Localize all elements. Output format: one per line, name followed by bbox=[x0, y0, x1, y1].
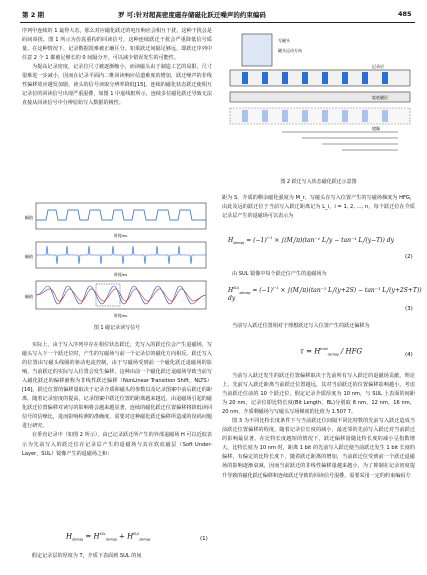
left-column-top bbox=[22, 27, 212, 108]
right-paragraph-4: 当前写入跃迁发生的跃迁位置偏移取决于先前所有写入跃迁的退磁场贡献。理论上，先前写入跃迁距离当前跃迁位置越远，其对当前跃迁的位置偏移影响越小。考虑当前跃迁位前的 10 个跃迁位，假定记录介质厚度为 10 nm，与 SUL 上表面的间距为 20 nm，记录位即比特长度(Bit Length，BL)分别取 8 nm，12 nm，16 nm，20 nm，介质剩磁场与写磁头写场梯度的比值为 1.507 7。 bbox=[222, 373, 415, 416]
equation-4: $\tau = H^{total}_{demag}$ / HFG bbox=[300, 347, 363, 357]
right-paragraph-2: 由 SUL 镜像中每个跃迁位产生的退磁场为 bbox=[232, 271, 327, 277]
header-rule bbox=[20, 22, 415, 23]
equation-4-number: (4) bbox=[405, 352, 413, 358]
left-paragraph-5: 假定记录层的厚度为 T，介质下表面到 SUL 的间 bbox=[32, 553, 142, 559]
right-column-mid-1 bbox=[222, 270, 415, 279]
right-paragraph-3: 当前写入跃迁位置相对于理想跃迁写入位置产生的跃迁偏移为 bbox=[232, 323, 370, 329]
label-head-motion: 磁头运动方向 bbox=[278, 48, 302, 53]
page-number-right: 485 bbox=[398, 10, 412, 18]
panel-2-ylabel: 幅值 bbox=[25, 254, 33, 259]
figure-2-diagram bbox=[222, 28, 415, 174]
panel-3-xlabel: 时间/ns bbox=[114, 313, 128, 318]
running-title: 罗 可:针对超高密度磁存储磁化跃迁噪声的约束编码 bbox=[118, 11, 266, 19]
equation-3: $H^{SUL}_{demag} = (-1)^{i-1} \times \int(M_r/\pi)(\tan^{-1}$ $L_i/(y+2S) - \tan^{-1}$ $L_i/(y+2S+T)$) dy bbox=[228, 286, 422, 303]
panel-1 bbox=[25, 203, 206, 238]
label-write-head: 写磁头 bbox=[278, 38, 290, 43]
equation-1-number: (1) bbox=[200, 536, 208, 542]
right-column-top bbox=[222, 194, 415, 221]
panel-2 bbox=[25, 242, 206, 277]
figure-1-caption: 图 1 磁记录读写信号 bbox=[93, 325, 141, 331]
label-image: 镜像 bbox=[372, 126, 380, 131]
right-column-bottom bbox=[222, 372, 415, 481]
left-paragraph-2: 为提高记录密度，记录位尺寸被逐渐缩小，而读磁头由于制造工艺的局限，尺寸很难进一步减小，因而在记录平面内二维回读响应信道难度的增加，跃迁噪声的非线性偏移效应越发加剧。读头的信号读取分辨率降低[15]。连续的磁化状态跃迁使相互记录位的回读信号出现严重混叠，如图 1 中虚线框所示，连续多位磁化跃迁导致无法直接从回读信号中分辨原始写入数据的极性。 bbox=[22, 64, 212, 107]
equation-3-number: (3) bbox=[405, 306, 413, 312]
right-paragraph-1: 距为 S，介质的剩余磁化强度为 M_r，写磁头在写入位置产生的写磁场梯度为 HFG，由此及远的跃迁位于当前写入跃迁距离记为 L_i，i = 1, 2, …, n，每个跃迁位在介质记录层产生的退磁场可以表示为 bbox=[222, 195, 415, 220]
figure-2-caption: 图 2 跃迁写入状态磁化跃迁示意图 bbox=[280, 179, 357, 185]
panel-3 bbox=[25, 281, 206, 318]
equation-2: $H_{demag} = (-1)^{i-1} \times \int(M_r/\pi)(\tan^{-1}$ $L_i/y - \tan^{-1}$ $L_i/(y-T)$) dy bbox=[228, 236, 394, 246]
panel-1-ylabel: 幅值 bbox=[25, 215, 33, 220]
left-paragraph-1: 序列中连续的 1 最得大态，那么对应磁化跃迁的电压响应会相互干扰，这种干扰会是码间串扰。图 1 所示为仿真重构的回读信号，这种连续跃迁干扰会严重降低信号质量。在这种情况下，记录数据很难被正确区分。如果跃迁间隔足够远，即跃迁序列中任意 2 个 1 都被足够长的 0 间隔分开，可以减少错误发生的可能性。 bbox=[22, 28, 212, 62]
left-paragraph-4: 在垂直记录中（如图 2 所示），由已记录跃迁所产生的外部退磁场 H 可以近似表示为先前写入的跃迁位在记录层产生的退磁场与其在软底磁层（Soft Under-Layer，SUL）镜像产生的退磁场之和： bbox=[22, 432, 212, 457]
panel-1-xlabel: 时间/ns bbox=[114, 233, 128, 238]
right-column-mid-2 bbox=[222, 322, 415, 331]
panel-3-ylabel: 幅值 bbox=[25, 294, 33, 299]
left-column-bottom bbox=[22, 341, 212, 459]
left-column-tail bbox=[22, 552, 212, 561]
label-soft-underlayer: 软底磁层 bbox=[372, 95, 388, 100]
page-number: 第 2 期 bbox=[22, 11, 45, 19]
equation-1: $H_{demag} = H^{SUL}_{demag} + H^{SUL}_{demag}$ bbox=[66, 532, 151, 542]
figure-1-plot bbox=[22, 200, 212, 320]
equation-2-number: (2) bbox=[405, 254, 413, 260]
panel-2-xlabel: 时间/ns bbox=[114, 272, 128, 277]
label-recording-layer: 记录层 bbox=[372, 64, 384, 69]
left-paragraph-3: 实际上，由于写入序列中存在相位状态跃迁，先写入的跃迁位会产生退磁场，写磁头写入下一个跃迁位时，产生的写磁场与前一个记录位的磁化方向相反。跃迁写入的位置由写磁头线圈的驱动电流控制，由于写磁场受到前一个磁化跃迁退磁场的影响，当前跃迁的实际写入位置会发生偏移，这种由前一个磁化跃迁退磁场导致当前写入磁化跃迁的偏移被称为非线性跃迁偏移（NonLinear Transition Shift，NLTS）[16]。跃迁位置的偏移量取决于记录介质和磁头的参数以及记录图案中前后跃迁的距离。随着记录密度的提高，记录图案中跃迁位置的距离越来越近，由退磁场引起的磁化跃迁位置偏移对读写的影响将会越来越显著，连续的磁化跃迁位置偏移将降低读回信号的信噪比，进而影响检测的准确度，需要对这种磁化跃迁偏移所造成的误码问题进行研究。 bbox=[22, 342, 212, 430]
right-paragraph-5: 图 3 为不同比特长度条件下与当前跃迁位间隔不同比特数的先前写入跃迁造成当前跃迁位置偏移的程度，随着记录位长度的减小，最近邻的先前写入跃迁对当前跃迁的影响最显著。在比特长度越短的情况下，跃迁偏移量随比特长度的减小呈指数增大，比特长度为 10 nm 时，距离 1 bit 的先前写入跃迁使当前跃迁发生 1 bit 长度的偏移，有偏定的比特长度下，随着跃迁距离的增加，当前跃迁位受到前一个跃迁退磁场的影响逐渐衰减，因而当前跃迁的非线性偏移量越来越小，为了抑制在记录密度提升导致的磁化跃迁偏移和连续跃迁导致的回读信号混叠，需要采用一定的约束编码方 bbox=[222, 418, 415, 479]
